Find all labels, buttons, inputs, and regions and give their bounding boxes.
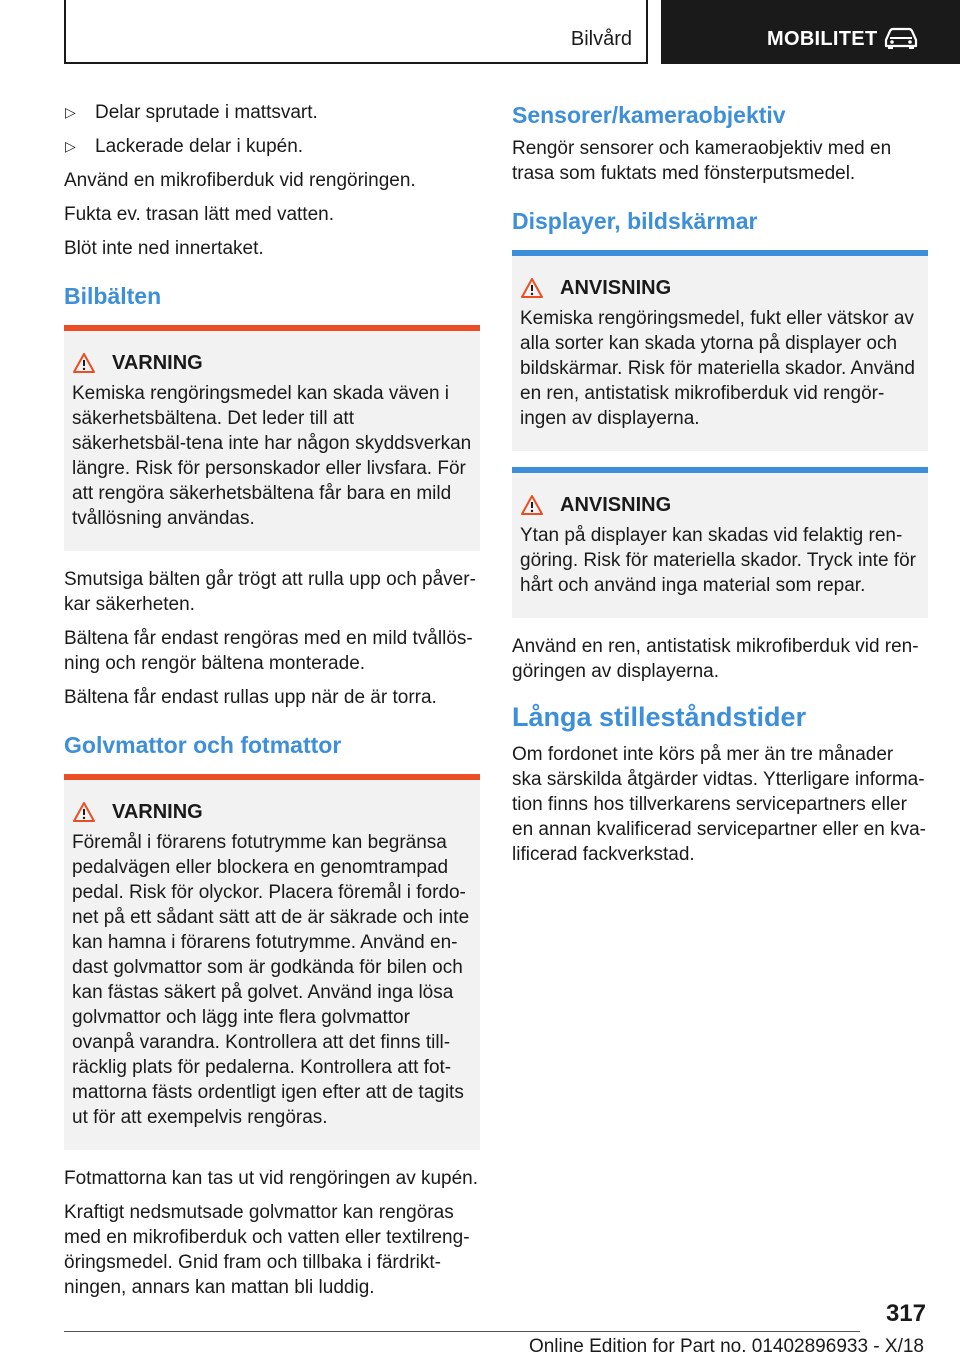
chapter-tab (64, 0, 648, 64)
chapter-title: Bilvård (570, 28, 632, 50)
section-tab (661, 0, 960, 64)
paragraph: Använd en ren, antistatisk mikrofiberduk vid ren-göringen av displayerna. (512, 636, 919, 682)
footer-edition: Online Edition for Part no. 01402896933 - X/18 (528, 1336, 924, 1357)
section-heading-belts: Bilbälten (64, 283, 162, 309)
section-heading-standstill: Långa stilleståndstider (512, 702, 807, 732)
paragraph: Om fordonet inte körs på mer än tre månader ska särskilda åtgärder vidtas. Ytterligare informa-tion finns hos tillverkarens servicepartners eller en annan kvalificerad servicepartner eller en kva-lificerad fackverkstad. (512, 744, 926, 865)
paragraph: Kraftigt nedsmutsade golvmattor kan rengöras med en mikrofiberduk och vatten eller textilreng-öringsmedel. Gnid fram och tillbaka i färdrikt-ningen, annars kan mattan bli luddig. (64, 1202, 470, 1298)
paragraph: Använd en mikrofiberduk vid rengöringen. (64, 170, 416, 191)
left-column (64, 100, 480, 1309)
warning-triangle-icon (520, 494, 544, 516)
paragraph: Fukta ev. trasan lätt med vatten. (64, 204, 334, 225)
warning-text: Kemiska rengöringsmedel kan skada väven i säkerhetsbältena. Det leder till att säkerhetsbäl-tena inte har någon skyddsverkan längre. Risk för personskador eller livsfara. För att rengöra säkerhetsbältena får bara en mild tvållösning användas. (72, 383, 472, 529)
triangle-bullet-icon: ▷ (65, 104, 76, 120)
section-heading-sensors: Sensorer/kameraobjektiv (512, 102, 786, 128)
paragraph: Bältena får endast rengöras med en mild tvållös-ning och rengör bältena monterade. (64, 628, 473, 674)
list-item: ▷ Lackerade delar i kupén. (65, 136, 304, 157)
notice-text: Ytan på displayer kan skadas vid felaktig ren-göring. Risk för materiella skador. Tryck inte för hårt och använd inga material som repar. (520, 525, 916, 596)
section-heading-displays: Displayer, bildskärmar (512, 208, 758, 234)
notice-box (512, 250, 928, 451)
section-heading-mats: Golvmattor och fotmattor (64, 732, 342, 758)
triangle-bullet-icon: ▷ (65, 138, 76, 154)
warning-triangle-icon (72, 352, 96, 374)
footer-divider (64, 1331, 860, 1332)
notice-title: ANVISNING (560, 494, 672, 516)
notice-title: ANVISNING (560, 277, 672, 299)
page-number: 317 (885, 1300, 926, 1327)
notice-box (512, 467, 928, 618)
warning-text: Föremål i förarens fotutrymme kan begränsa pedalvägen eller blockera en genomtrampad pedal. Risk för olyckor. Placera föremål i fordo-net på ett sådant sätt att de är säkrade och inte kan hamna i förarens fotutrymme. Använd en-dast golvmattor som är godkända för bilen och kan fästas säkert på golvet. Använd inga lösa golvmattor och lägg inte flera golvmattor ovanpå varandra. Kontrollera att det finns till-räcklig plats för pedalerna. Kontrollera att fot-mattorna fästs ordentligt igen efter att de tagits ut för att exempelvis rengöras. (72, 832, 470, 1128)
car-icon (883, 26, 919, 50)
warning-title: VARNING (112, 352, 203, 374)
paragraph: Blöt inte ned innertaket. (64, 238, 264, 259)
notice-text: Kemiska rengöringsmedel, fukt eller vätskor av alla sorter kan skada ytorna på displayer och bildskärmar. Risk för materiella skador. Använd en ren, antistatisk mikrofiberduk vid rengör-ingen av displayerna. (520, 308, 915, 429)
paragraph: Rengör sensorer och kameraobjektiv med en trasa som fuktats med fönsterputsmedel. (512, 138, 892, 184)
warning-box (64, 774, 480, 1150)
paragraph: Fotmattorna kan tas ut vid rengöringen av kupén. (64, 1168, 479, 1189)
warning-triangle-icon (520, 277, 544, 299)
warning-triangle-icon (72, 801, 96, 823)
section-title: MOBILITET (767, 28, 878, 50)
warning-box (64, 325, 480, 551)
warning-title: VARNING (112, 801, 203, 823)
right-column (512, 100, 928, 876)
paragraph: Smutsiga bälten går trögt att rulla upp och påver-kar säkerheten. (64, 569, 476, 615)
paragraph: Bältena får endast rullas upp när de är torra. (64, 687, 437, 708)
list-item: ▷ Delar sprutade i mattsvart. (65, 102, 318, 123)
